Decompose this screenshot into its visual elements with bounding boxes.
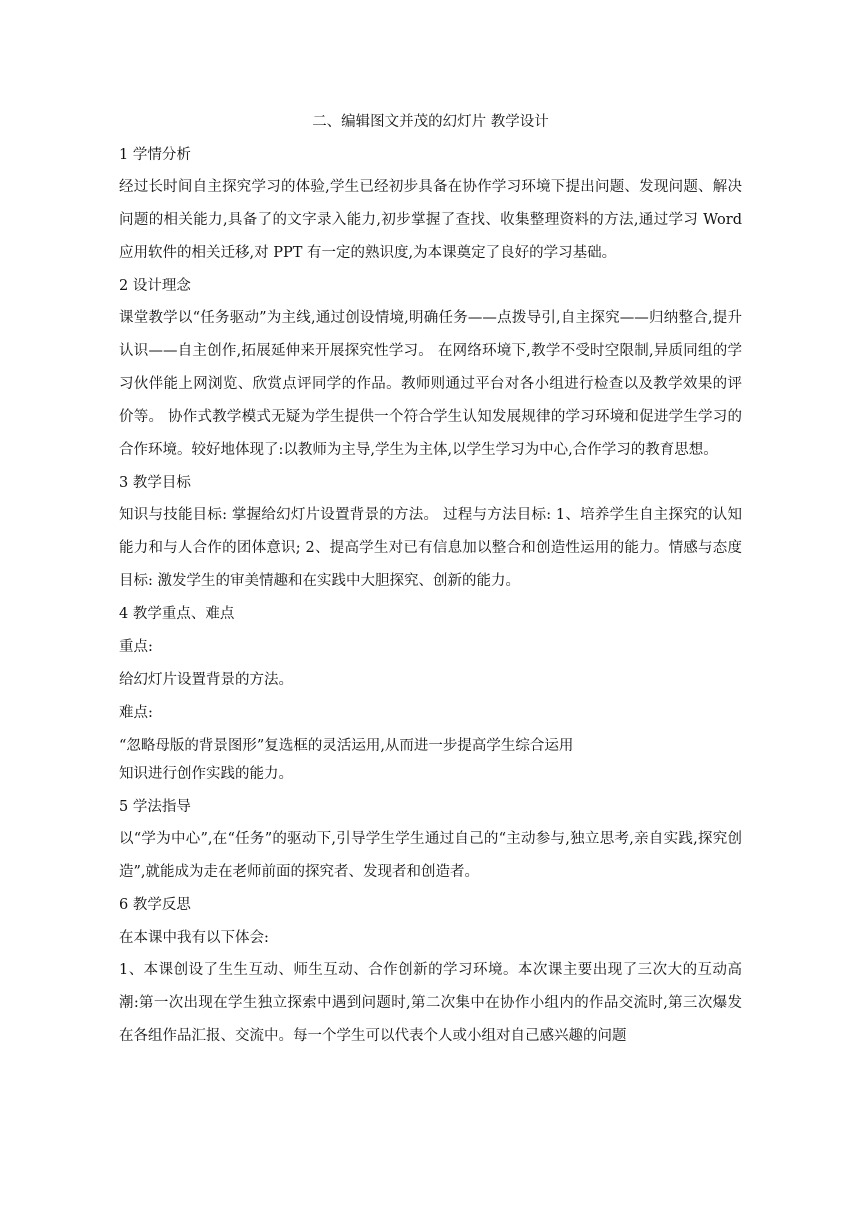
section-heading-design-concept: 2 设计理念 [119, 278, 191, 294]
difficult-point-label: 难点: [119, 705, 153, 721]
section-heading-key-points: 4 教学重点、难点 [119, 606, 235, 622]
section-paragraph-teaching-goals: 知识与技能目标: 掌握给幻灯片设置背景的方法。 过程与方法目标: 1、培养学生自主探究的认知能力和与人合作的团体意识; 2、提高学生对已有信息加以整合和创造性运用的能力。情感与态度目标: 激发学生的审美情趣和在实践中大胆探究、创新的能力。 [119, 507, 742, 589]
difficult-point-line-1: “忽略母版的背景图形”复选框的灵活运用,从而进一步提高学生综合运用 [119, 738, 574, 754]
key-point-label: 重点: [119, 639, 153, 655]
document-title: 二、编辑图文并茂的幻灯片 教学设计 [312, 114, 549, 130]
key-point-text: 给幻灯片设置背景的方法。 [119, 672, 293, 688]
difficult-point-line-2: 知识进行创作实践的能力。 [119, 766, 293, 782]
section-heading-learning-guidance: 5 学法指导 [119, 799, 191, 815]
section-heading-learning-analysis: 1 学情分析 [119, 147, 191, 163]
section-heading-teaching-goals: 3 教学目标 [119, 475, 191, 491]
reflection-intro: 在本课中我有以下体会: [119, 930, 269, 946]
section-paragraph-teaching-reflection: 1、本课创设了生生互动、师生互动、合作创新的学习环境。本次课主要出现了三次大的互动高潮:第一次出现在学生独立探索中遇到问题时,第二次集中在协作小组内的作品交流时,第三次爆发在各组作品汇报、交流中。每一个学生可以代表个人或小组对自己感兴趣的问题 [119, 962, 742, 1044]
document-body [119, 108, 742, 1055]
section-paragraph-learning-analysis: 经过长时间自主探究学习的体验,学生已经初步具备在协作学习环境下提出问题、发现问题、解决问题的相关能力,具备了的文字录入能力,初步掌握了查找、收集整理资料的方法,通过学习 Word 应用软件的相关迁移,对 PPT 有一定的熟识度,为本课奠定了良好的学习基础。 [119, 179, 742, 261]
section-heading-teaching-reflection: 6 教学反思 [119, 897, 191, 913]
section-paragraph-learning-guidance: 以“学为中心”,在“任务”的驱动下,引导学生学生通过自己的“主动参与,独立思考,亲自实践,探究创造”,就能成为走在老师前面的探究者、发现者和创造者。 [119, 831, 742, 880]
section-paragraph-design-concept: 课堂教学以“任务驱动”为主线,通过创设情境,明确任务——点拨导引,自主探究——归纳整合,提升认识——自主创作,拓展延伸来开展探究性学习。 在网络环境下,教学不受时空限制,异质同组的学习伙伴能上网浏览、欣赏点评同学的作品。教师则通过平台对各小组进行检查以及教学效果的评价等。 协作式教学模式无疑为学生提供一个符合学生认知发展规律的学习环境和促进学生学习的合作环境。较好地体现了:以教师为主导,学生为主体,以学生学习为中心,合作学习的教育思想。 [119, 310, 742, 458]
